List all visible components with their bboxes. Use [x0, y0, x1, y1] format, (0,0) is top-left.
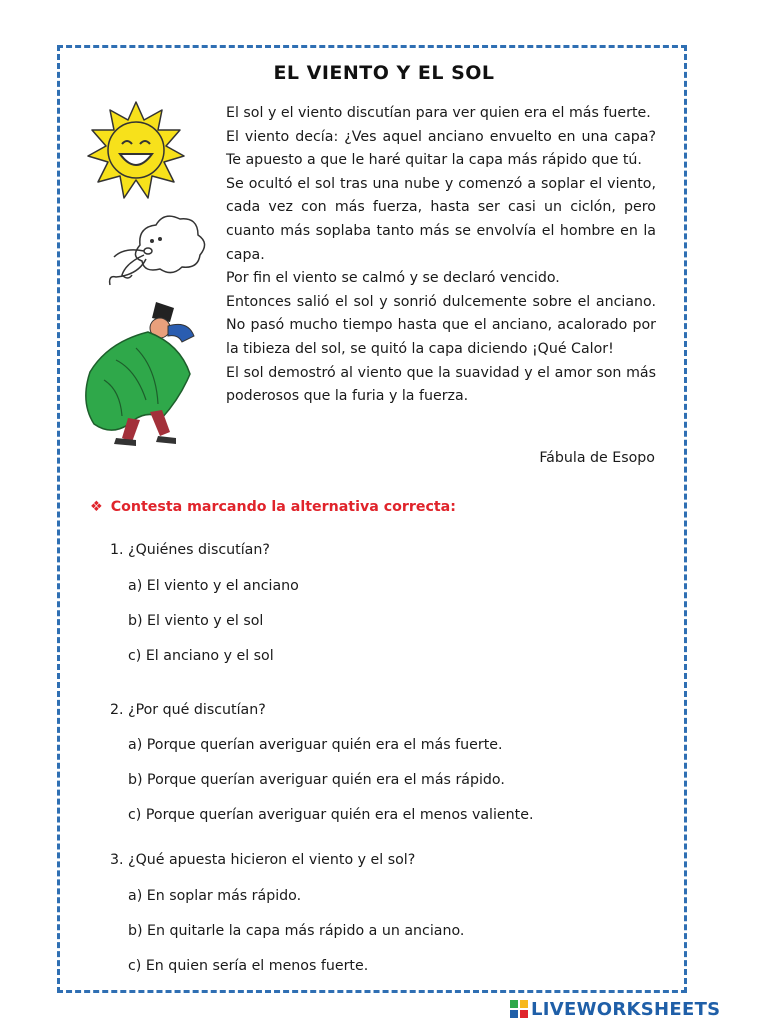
old-man-with-cape-illustration: [76, 300, 206, 450]
question-1-option-a[interactable]: a) El viento y el anciano: [128, 578, 299, 594]
wind-cloud-illustration: [100, 205, 210, 295]
question-3: 3. ¿Qué apuesta hicieron el viento y el sol?: [110, 852, 416, 868]
logo-text: LIVEWORKSHEETS: [531, 998, 721, 1020]
sun-illustration: [86, 100, 186, 200]
question-2: 2. ¿Por qué discutían?: [110, 702, 266, 718]
question-3-option-c[interactable]: c) En quien sería el menos fuerte.: [128, 958, 369, 974]
liveworksheets-logo: [510, 997, 720, 1021]
story-line: Entonces salió el sol y sonrió dulcemente sobre el anciano. No pasó mucho tiempo hasta que el anciano, acalorado por la tibieza del sol, se quitó la capa diciendo ¡Qué Calor!: [226, 293, 656, 357]
liveworksheets-logo-icon: [510, 1000, 528, 1018]
instruction: [90, 499, 456, 515]
instruction-text: Contesta marcando la alternativa correcta:: [110, 499, 456, 515]
question-3-option-a[interactable]: a) En soplar más rápido.: [128, 888, 302, 904]
story-line: Se ocultó el sol tras una nube y comenzó a soplar el viento, cada vez con más fuerza, hasta ser casi un ciclón, pero cuanto más soplaba tanto más se envolvía el hombre en la capa.: [226, 175, 656, 263]
page-title: EL VIENTO Y EL SOL: [273, 62, 495, 84]
question-2-option-b[interactable]: b) Porque querían averiguar quién era el más rápido.: [128, 772, 505, 788]
question-1-option-b[interactable]: b) El viento y el sol: [128, 613, 264, 629]
question-1: 1. ¿Quiénes discutían?: [110, 542, 270, 558]
story-line: El sol demostró al viento que la suavidad y el amor son más poderosos que la furia y la fuerza.: [226, 364, 656, 405]
question-3-option-b[interactable]: b) En quitarle la capa más rápido a un anciano.: [128, 923, 465, 939]
question-1-option-c[interactable]: c) El anciano y el sol: [128, 648, 274, 664]
story-line: Por fin el viento se calmó y se declaró vencido.: [226, 270, 560, 287]
story-text: [226, 102, 656, 409]
diamond-bullet-icon: ❖: [90, 499, 103, 515]
story-author: Fábula de Esopo: [539, 450, 655, 466]
story-line: El viento decía: ¿Ves aquel anciano envuelto en una capa? Te apuesto a que le haré quitar la capa más rápido que tú.: [226, 128, 656, 169]
story-line: El sol y el viento discutían para ver quien era el más fuerte.: [226, 105, 651, 121]
question-2-option-a[interactable]: a) Porque querían averiguar quién era el más fuerte.: [128, 737, 503, 753]
question-2-option-c[interactable]: c) Porque querían averiguar quién era el menos valiente.: [128, 807, 534, 823]
